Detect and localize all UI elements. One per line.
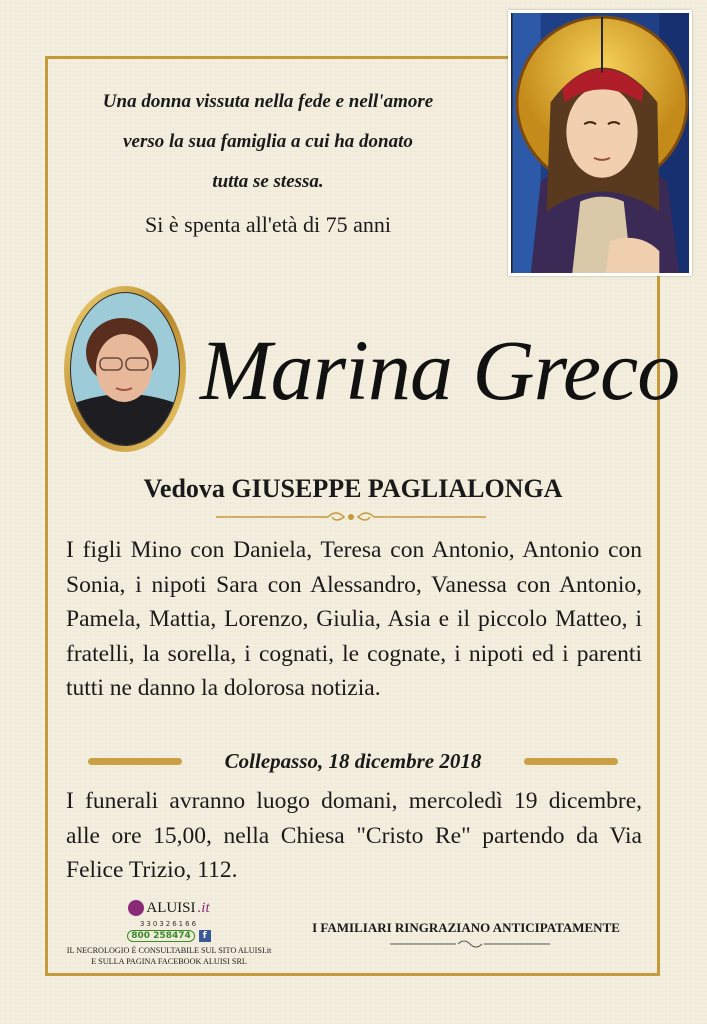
deceased-portrait bbox=[62, 284, 188, 454]
site-note-line-2: E SULLA PAGINA FACEBOOK ALUISI SRL bbox=[91, 957, 247, 966]
intro-quote bbox=[48, 82, 488, 202]
religious-icon-image bbox=[508, 10, 692, 276]
logo-mark-icon bbox=[128, 900, 144, 916]
divider-ornament bbox=[216, 508, 486, 526]
announcement-text: I figli Mino con Daniela, Teresa con Antonio, Antonio con Sonia, i nipoti Sara con Alessandro, Vanessa con Antonio, Pamela, Mattia, Lorenzo, Giulia, Asia e il piccolo Matteo, i fratelli, la sorella, i cognati, le cognate, i nipoti ed i parenti tutti ne danno la dolorosa notizia. bbox=[66, 537, 642, 701]
madonna-icon bbox=[511, 13, 689, 273]
logo-name: ALUISI bbox=[146, 899, 196, 916]
facebook-icon[interactable]: f bbox=[199, 930, 211, 942]
place-date-row bbox=[88, 744, 618, 778]
deceased-name: Marina Greco bbox=[200, 322, 680, 418]
logo-suffix: .it bbox=[197, 899, 210, 916]
site-note-line-1: IL NECROLOGIO È CONSULTABILE SUL SITO ALUISI.it bbox=[66, 946, 272, 955]
left-gold-bar bbox=[88, 758, 182, 765]
widow-line: Vedova GIUSEPPE PAGLIALONGA bbox=[143, 474, 563, 503]
green-number-row bbox=[58, 930, 280, 942]
green-number[interactable]: 800 258474 bbox=[127, 930, 195, 942]
thanks-line: I FAMILIARI RINGRAZIANO ANTICIPATAMENTE bbox=[312, 920, 620, 935]
thanks-ornament bbox=[390, 938, 550, 950]
agency-logo-block bbox=[58, 898, 280, 967]
funeral-text: I funerali avranno luogo domani, mercoledì 19 dicembre, alle ore 15,00, nella Chiesa "Cristo Re" partendo da Via Felice Trizio, 112. bbox=[66, 788, 642, 883]
right-gold-bar bbox=[524, 758, 618, 765]
place-date: Collepasso, 18 dicembre 2018 bbox=[224, 748, 482, 773]
intro-line-1: Una donna vissuta nella fede e nell'amore bbox=[102, 91, 434, 112]
site-note bbox=[58, 945, 280, 967]
portrait-photo bbox=[62, 284, 188, 454]
age-statement: Si è spenta all'età di 75 anni bbox=[145, 212, 391, 237]
intro-line-2: verso la sua famiglia a cui ha donato bbox=[123, 131, 413, 152]
agency-phone: 330326166 bbox=[139, 920, 199, 928]
intro-line-3: tutta se stessa. bbox=[212, 171, 324, 192]
agency-logo[interactable] bbox=[58, 898, 280, 918]
